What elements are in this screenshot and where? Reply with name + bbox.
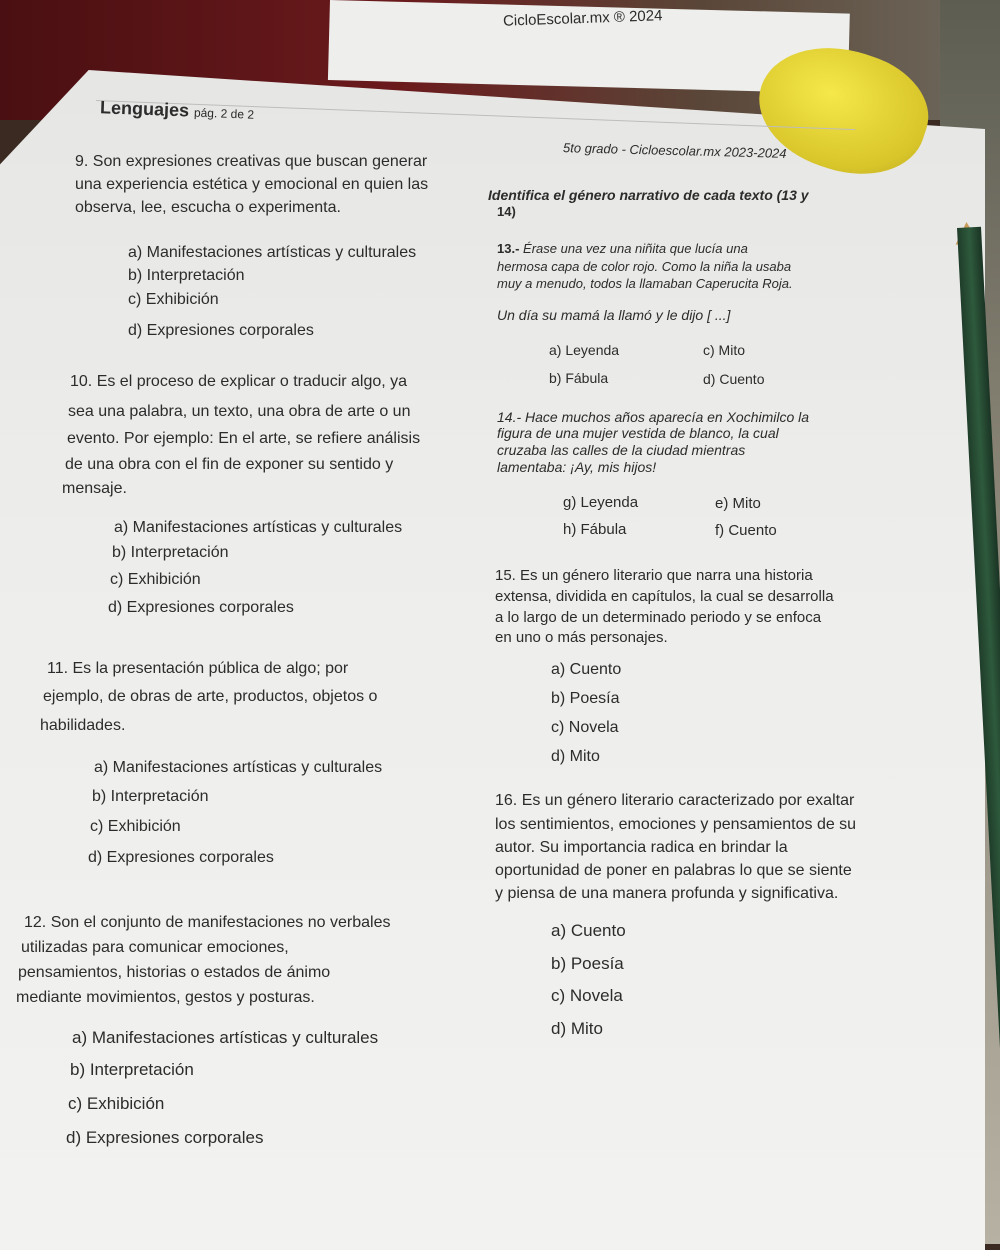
q10-line-3: evento. Por ejemplo: En el arte, se refiere análisis	[67, 430, 421, 447]
q9-line-2: una experiencia estética y emocional en quien las	[75, 176, 429, 193]
site-watermark: CicloEscolar.mx ® 2024	[502, 7, 663, 30]
q11-option-b[interactable]: b) Interpretación	[92, 788, 209, 805]
q9-line-1: 9. Son expresiones creativas que buscan generar	[75, 153, 428, 170]
q14-line-2: figura de una mujer vestida de blanco, la cual	[497, 425, 779, 441]
q12-option-c[interactable]: c) Exhibición	[68, 1094, 165, 1113]
q11-option-c[interactable]: c) Exhibición	[90, 818, 181, 835]
q13-option-b[interactable]: b) Fábula	[549, 370, 609, 386]
q16-line-4: oportunidad de poner en palabras lo que se siente	[495, 862, 852, 879]
q12-line-4: mediante movimientos, gestos y posturas.	[16, 989, 315, 1006]
q10-line-4: de una obra con el fin de exponer su sentido y	[65, 456, 394, 473]
q14-option-g[interactable]: g) Leyenda	[563, 494, 639, 511]
q15-option-d[interactable]: d) Mito	[551, 748, 600, 765]
q13-line-1: 13.- Érase una vez una niñita que lucía una	[497, 241, 748, 256]
q13-line-2: hermosa capa de color rojo. Como la niña la usaba	[497, 259, 792, 274]
q9-option-b[interactable]: b) Interpretación	[128, 267, 245, 284]
q14-option-e[interactable]: e) Mito	[715, 495, 761, 512]
q12-line-1: 12. Son el conjunto de manifestaciones no verbales	[24, 914, 391, 931]
q16-option-b[interactable]: b) Poesía	[551, 954, 624, 973]
q10-line-2: sea una palabra, un texto, una obra de arte o un	[68, 403, 411, 420]
q14-line-4: lamentaba: ¡Ay, mis hijos!	[497, 459, 657, 475]
q15-line-2: extensa, dividida en capítulos, la cual se desarrolla	[495, 588, 834, 605]
q15-line-1: 15. Es un género literario que narra una historia	[495, 567, 813, 584]
q12-line-2: utilizadas para comunicar emociones,	[21, 939, 289, 956]
q15-line-3: a lo largo de un determinado periodo y se enfoca	[495, 609, 822, 626]
q12-line-3: pensamientos, historias o estados de ánimo	[18, 964, 331, 981]
q14-line-1: 14.- Hace muchos años aparecía en Xochimilco la	[497, 409, 810, 425]
q13-option-a[interactable]: a) Leyenda	[549, 342, 620, 358]
q10-option-c[interactable]: c) Exhibición	[110, 571, 201, 588]
q15-option-a[interactable]: a) Cuento	[551, 661, 622, 678]
q11-line-1: 11. Es la presentación pública de algo; por	[47, 660, 349, 677]
q9-option-d[interactable]: d) Expresiones corporales	[128, 322, 314, 339]
q15-option-c[interactable]: c) Novela	[551, 719, 619, 736]
q13-option-c[interactable]: c) Mito	[703, 342, 745, 358]
q16-line-5: y piensa de una manera profunda y significativa.	[495, 885, 839, 902]
q16-line-2: los sentimientos, emociones y pensamientos de su	[495, 816, 857, 833]
q10-option-b[interactable]: b) Interpretación	[112, 544, 229, 561]
q13-line-3: muy a menudo, todos la llamaban Caperucita Roja.	[497, 276, 793, 291]
q16-line-1: 16. Es un género literario caracterizado por exaltar	[495, 792, 855, 809]
instructions-line-2: 14)	[497, 204, 516, 219]
q11-line-3: habilidades.	[40, 717, 126, 734]
q9-option-a[interactable]: a) Manifestaciones artísticas y culturales	[128, 244, 417, 261]
q14-option-f[interactable]: f) Cuento	[715, 522, 777, 539]
q9-option-c[interactable]: c) Exhibición	[128, 291, 219, 308]
q12-option-d[interactable]: d) Expresiones corporales	[66, 1128, 264, 1147]
instructions-line-1: Identifica el género narrativo de cada texto (13 y	[488, 187, 809, 203]
q15-option-b[interactable]: b) Poesía	[551, 690, 620, 707]
q16-line-3: autor. Su importancia radica en brindar la	[495, 839, 788, 856]
q10-option-d[interactable]: d) Expresiones corporales	[108, 599, 294, 616]
q16-option-c[interactable]: c) Novela	[551, 986, 623, 1005]
q16-option-a[interactable]: a) Cuento	[551, 921, 626, 940]
q11-option-d[interactable]: d) Expresiones corporales	[88, 849, 274, 866]
q13-option-d[interactable]: d) Cuento	[703, 371, 765, 387]
q13-line-4: Un día su mamá la llamó y le dijo [ ...]	[497, 307, 731, 323]
q11-option-a[interactable]: a) Manifestaciones artísticas y culturales	[94, 759, 383, 776]
q14-line-3: cruzaba las calles de la ciudad mientras	[497, 442, 746, 458]
q16-option-d[interactable]: d) Mito	[551, 1019, 603, 1038]
q10-line-5: mensaje.	[62, 480, 127, 497]
q15-line-4: en uno o más personajes.	[495, 629, 668, 646]
q12-option-b[interactable]: b) Interpretación	[70, 1060, 194, 1079]
grade-label: 5to grado - Cicloescolar.mx 2023-2024	[562, 140, 787, 161]
q11-line-2: ejemplo, de obras de arte, productos, objetos o	[43, 688, 378, 705]
q10-option-a[interactable]: a) Manifestaciones artísticas y culturales	[114, 519, 403, 536]
subject-title: Lenguajes pág. 2 de 2	[99, 97, 255, 122]
q9-line-3: observa, lee, escucha o experimenta.	[75, 199, 341, 216]
q14-option-h[interactable]: h) Fábula	[563, 521, 627, 538]
q10-line-1: 10. Es el proceso de explicar o traducir algo, ya	[70, 373, 408, 390]
q12-option-a[interactable]: a) Manifestaciones artísticas y culturales	[72, 1028, 379, 1047]
